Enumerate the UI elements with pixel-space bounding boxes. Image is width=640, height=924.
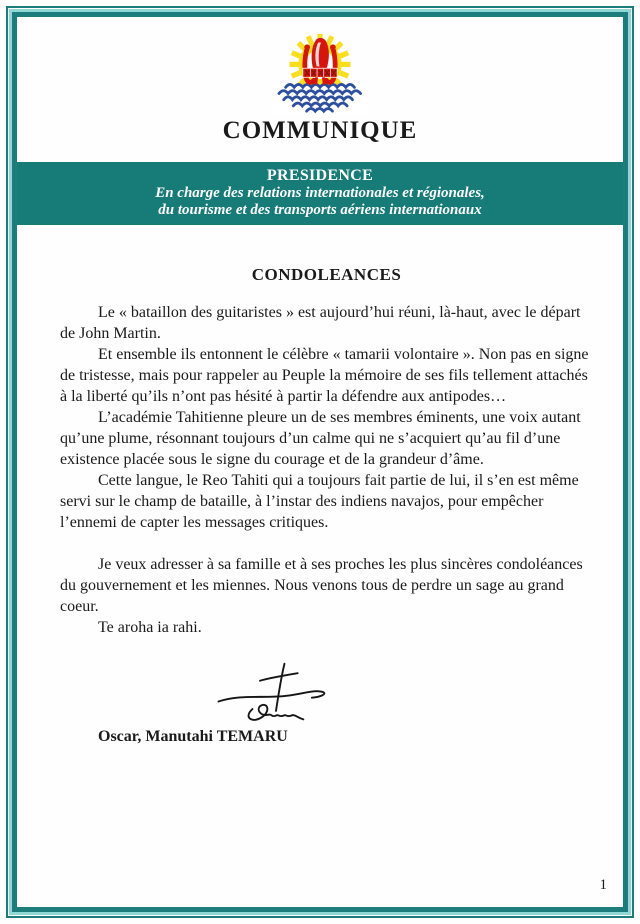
page-content <box>17 17 623 907</box>
pirogue <box>303 38 337 85</box>
page-number: 1 <box>599 877 607 893</box>
handwritten-signature-icon <box>210 660 342 726</box>
letter-body <box>17 264 623 747</box>
banner-subtitle-line2: du tourisme et des transports aériens internationaux <box>158 202 482 218</box>
paragraph: Je veux adresser à sa famille et à ses proches les plus sincères condoléances du gouvernement et les miennes. Nous venons tous de perdre un sage au grand coeur. <box>60 556 583 615</box>
body-paragraphs <box>60 302 593 617</box>
page-title: COMMUNIQUE <box>222 117 418 144</box>
paragraph: Et ensemble ils entonnent le célèbre « tamarii volontaire ». Non pas en signe de tristesse, mais pour rappeler au Peuple la mémoire de ses fils tellement attachés à la liberté qu’ils n’ont pas hésité à partir la défendre aux antipodes… <box>60 346 589 405</box>
signature <box>210 660 342 726</box>
banner-subtitle-line1: En charge des relations internationales et régionales, <box>155 185 485 201</box>
banner-title: PRESIDENCE <box>266 167 374 184</box>
letter-heading: CONDOLEANCES <box>251 265 402 284</box>
paragraph: L’académie Tahitienne pleure un de ses membres éminents, une voix autant qu’une plume, résonnant toujours d’un calme qui ne s’acquiert qu’au fil d’une existence placée sous le signe du courage et de la grandeur d’âme. <box>60 409 581 468</box>
logo-row <box>17 32 623 114</box>
french-polynesia-emblem-icon <box>269 32 371 114</box>
closing-phrase: Te aroha ia rahi. <box>98 619 202 636</box>
signatory-name: Oscar, Manutahi TEMARU <box>98 728 288 745</box>
paragraph: Le « bataillon des guitaristes » est aujourd’hui réuni, là-haut, avec le départ de John Martin. <box>60 304 581 342</box>
presidence-banner <box>17 162 623 225</box>
paragraph: Cette langue, le Reo Tahiti qui a toujours fait partie de lui, il s’en est même servi sur le champ de bataille, à l’instar des indiens navajos, pour empêcher l’ennemi de capter les messages critiques. <box>60 472 579 531</box>
